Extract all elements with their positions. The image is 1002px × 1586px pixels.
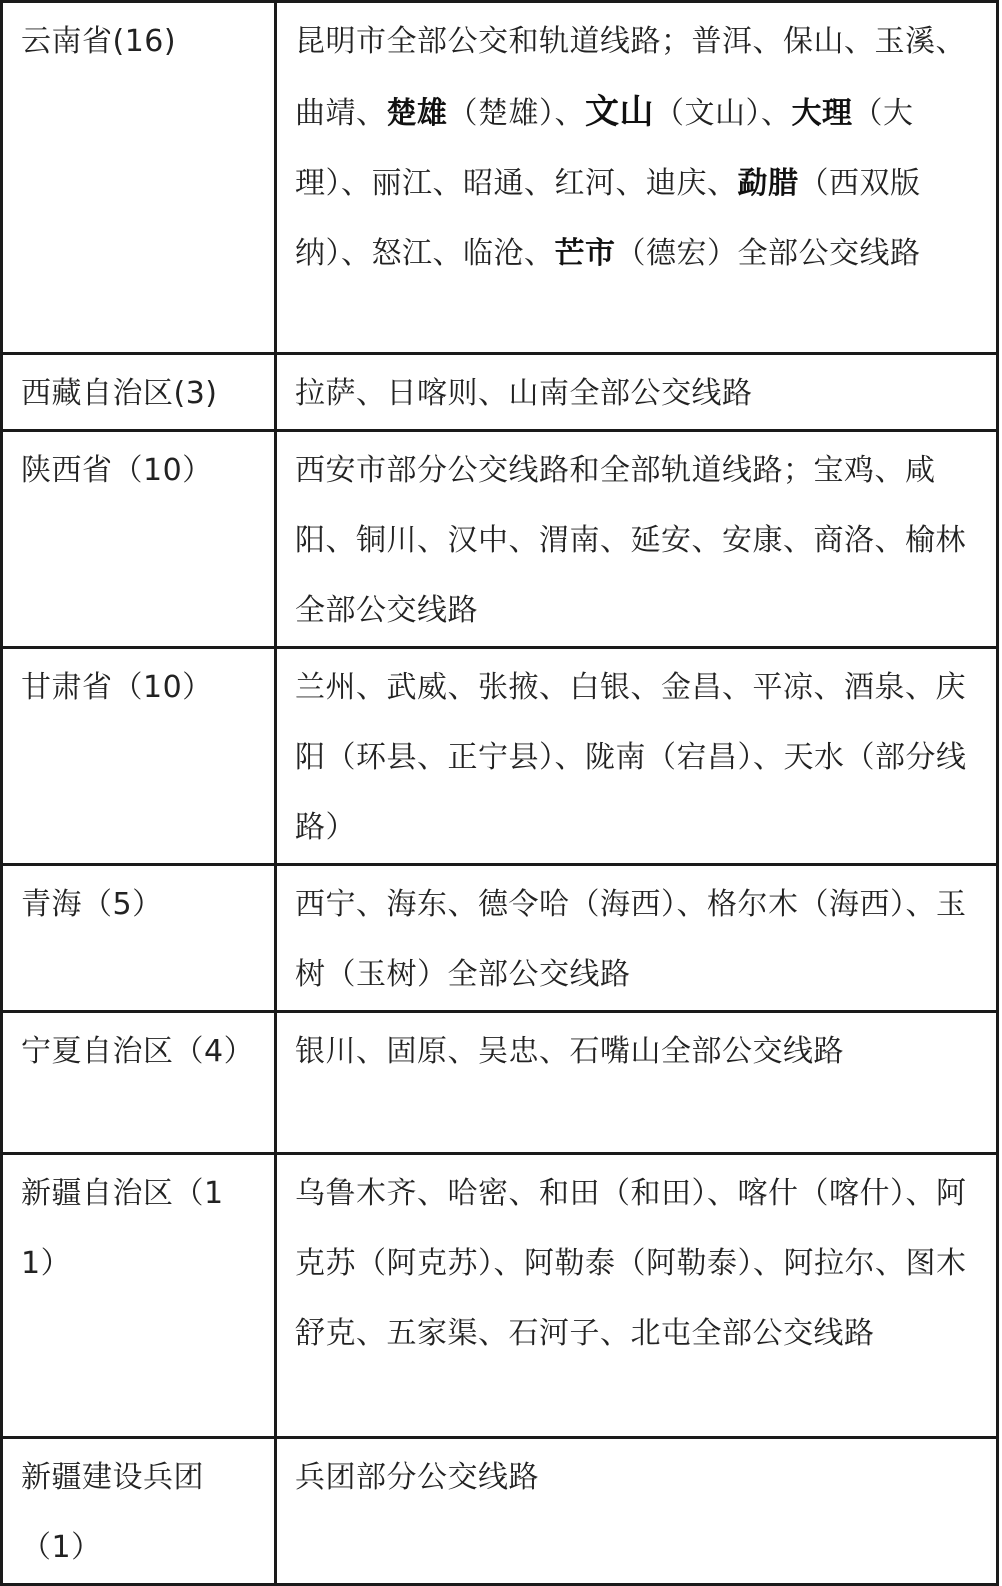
detail-cell: [276, 431, 998, 648]
city-name-emphasis: 勐腊: [737, 166, 799, 201]
detail-cell: [276, 648, 998, 865]
detail-text: （大理）、丽江、昭通、红河、迪庆、: [295, 96, 914, 201]
region-cell: 陕西省（10）: [2, 431, 276, 648]
detail-text: （文山）、: [654, 96, 792, 131]
detail-text: （德宏）全部公交线路: [615, 236, 921, 271]
region-cell: 云南省(16): [2, 2, 276, 354]
region-cell: 西藏自治区(3): [2, 354, 276, 431]
detail-text: 银川、固原、吴忠、石嘴山全部公交线路: [295, 1034, 844, 1069]
detail-cell: [276, 865, 998, 1012]
region-cell: 新疆建设兵团（1）: [2, 1438, 276, 1585]
region-cell: 宁夏自治区（4）: [2, 1012, 276, 1154]
detail-text: 乌鲁木齐、哈密、和田（和田）、喀什（喀什）、阿克苏（阿克苏）、阿勒泰（阿勒泰）、阿拉尔、图木舒克、五家渠、石河子、北屯全部公交线路: [295, 1176, 967, 1351]
detail-cell: [276, 1438, 998, 1585]
table-body: [2, 2, 998, 1585]
table-row: [2, 1438, 998, 1585]
detail-cell: [276, 2, 998, 354]
table-row: [2, 1154, 998, 1438]
detail-cell: [276, 354, 998, 431]
detail-cell: [276, 1154, 998, 1438]
detail-text: （楚雄）、: [447, 96, 585, 131]
table-row: [2, 431, 998, 648]
detail-cell: [276, 1012, 998, 1154]
table-row: [2, 648, 998, 865]
table-row: [2, 2, 998, 354]
detail-text: （西双版纳）、怒江、临沧、: [295, 166, 921, 271]
table-row: [2, 865, 998, 1012]
region-cell: 青海（5）: [2, 865, 276, 1012]
detail-text: 兰州、武威、张掖、白银、金昌、平凉、酒泉、庆阳（环县、正宁县）、陇南（宕昌）、天水（部分线路）: [295, 670, 967, 845]
region-cell: 甘肃省（10）: [2, 648, 276, 865]
detail-text: 兵团部分公交线路: [295, 1460, 539, 1495]
table-row: [2, 354, 998, 431]
detail-text: 西宁、海东、德令哈（海西）、格尔木（海西）、玉树（玉树）全部公交线路: [295, 887, 967, 992]
city-name-emphasis: 文山: [585, 92, 654, 132]
city-name-emphasis: 楚雄: [386, 96, 448, 131]
detail-text: 拉萨、日喀则、山南全部公交线路: [295, 376, 753, 411]
region-cell: 新疆自治区（11）: [2, 1154, 276, 1438]
table-row: [2, 1012, 998, 1154]
detail-text: 昆明市全部公交和轨道线路；普洱、保山、玉溪、曲靖、: [295, 24, 966, 131]
city-name-emphasis: 大理: [791, 96, 853, 131]
detail-text: 西安市部分公交线路和全部轨道线路；宝鸡、咸阳、铜川、汉中、渭南、延安、安康、商洛、榆林全部公交线路: [295, 453, 966, 628]
city-name-emphasis: 芒市: [554, 236, 616, 271]
